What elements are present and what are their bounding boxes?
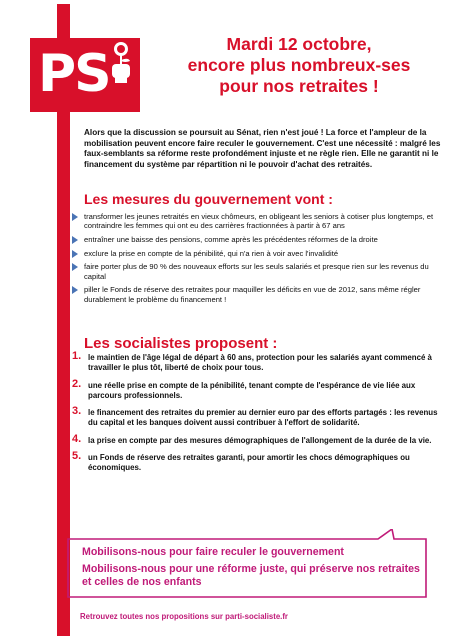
headline-line-1: Mardi 12 octobre, — [226, 34, 372, 54]
fist-and-rose-icon — [106, 40, 136, 84]
mesure-text: faire porter plus de 90 % des nouveaux efforts sur les seuls salariés et presque rien sur les revenus du capital — [84, 262, 429, 281]
propositions-list — [72, 350, 442, 481]
proposition-text: un Fonds de réserve des retraites garanti, pour amortir les chocs démographiques ou économiques. — [88, 453, 410, 473]
proposition-item — [72, 405, 442, 428]
callout-line-2: Mobilisons-nous pour une réforme juste, qui préserve nos retraites et celles de nos enfants — [82, 563, 420, 588]
callout-line-1: Mobilisons-nous pour faire reculer le gouvernement — [82, 546, 344, 558]
mesure-text: piller le Fonds de réserve des retraites pour maquiller les déficits en vue de 2012, sans même régler durablement le problème du financement ! — [84, 285, 421, 304]
proposition-text: la prise en compte par des mesures démographiques de l'allongement de la durée de la vie. — [88, 435, 432, 445]
headline-line-3: pour nos retraites ! — [219, 76, 379, 96]
mesures-title: Les mesures du gouvernement vont : — [84, 191, 333, 207]
footer-website[interactable]: Retrouvez toutes nos propositions sur parti-socialiste.fr — [80, 612, 288, 621]
proposition-item — [72, 377, 442, 401]
proposition-number: 3. — [72, 405, 82, 418]
proposition-item — [72, 432, 442, 446]
leaflet-page — [4, 4, 449, 636]
headline-line-2: encore plus nombreux-ses — [187, 55, 411, 75]
proposition-item — [72, 350, 442, 373]
proposition-number: 2. — [72, 377, 82, 390]
mesure-item — [72, 262, 442, 281]
proposition-number: 4. — [72, 432, 82, 445]
proposition-text: le financement des retraites du premier au dernier euro par des efforts partagés : les revenus du capital et les banques doivent aussi contribuer à l'effort de solidarité. — [88, 408, 438, 428]
headline — [154, 34, 444, 97]
triangle-bullet-icon — [72, 263, 78, 271]
proposition-item — [72, 450, 442, 473]
proposition-number: 5. — [72, 450, 82, 463]
proposition-text: une réelle prise en compte de la pénibilité, tenant compte de l'espérance de vie liée aux parcours professionnels. — [88, 380, 416, 400]
mesure-text: transformer les jeunes retraités en vieux chômeurs, en obligeant les seniors à cotiser plus longtemps, et contraindre les femmes qui ont eu des carrières fractionnées à partir à 67 ans — [84, 212, 434, 231]
triangle-bullet-icon — [72, 286, 78, 294]
triangle-bullet-icon — [72, 236, 78, 244]
ps-logo — [30, 38, 140, 112]
proposition-number: 1. — [72, 350, 82, 362]
triangle-bullet-icon — [72, 250, 78, 258]
mesure-text: entraîner une baisse des pensions, comme après les précédentes réformes de la droite — [84, 235, 378, 244]
propositions-title: Les socialistes proposent : — [84, 335, 278, 352]
intro-paragraph: Alors que la discussion se poursuit au Sénat, rien n'est joué ! La force et l'ampleur de la mobilisation peuvent encore faire reculer le gouvernement. C'est une nécessité : malgré les faux-semblants sa réforme reste profondément injuste et ne règle rien. Elle ne garantit ni le financement du système par répartition ni le pouvoir d'achat des retraités. — [84, 128, 441, 169]
mesure-item — [72, 249, 442, 258]
logo-text: PS — [38, 44, 110, 104]
mobilisation-callout — [60, 529, 432, 599]
proposition-text: le maintien de l'âge légal de départ à 60 ans, protection pour les salariés ayant commencé à travailler le plus tôt, liberté de choix pour tous. — [88, 353, 432, 372]
mesures-list — [72, 212, 442, 308]
mesure-item — [72, 235, 442, 244]
mesure-item — [72, 212, 442, 231]
triangle-bullet-icon — [72, 213, 78, 221]
mesure-text: exclure la prise en compte de la pénibilité, qui n'a rien à voir avec l'invalidité — [84, 248, 339, 258]
mesure-item — [72, 285, 442, 304]
